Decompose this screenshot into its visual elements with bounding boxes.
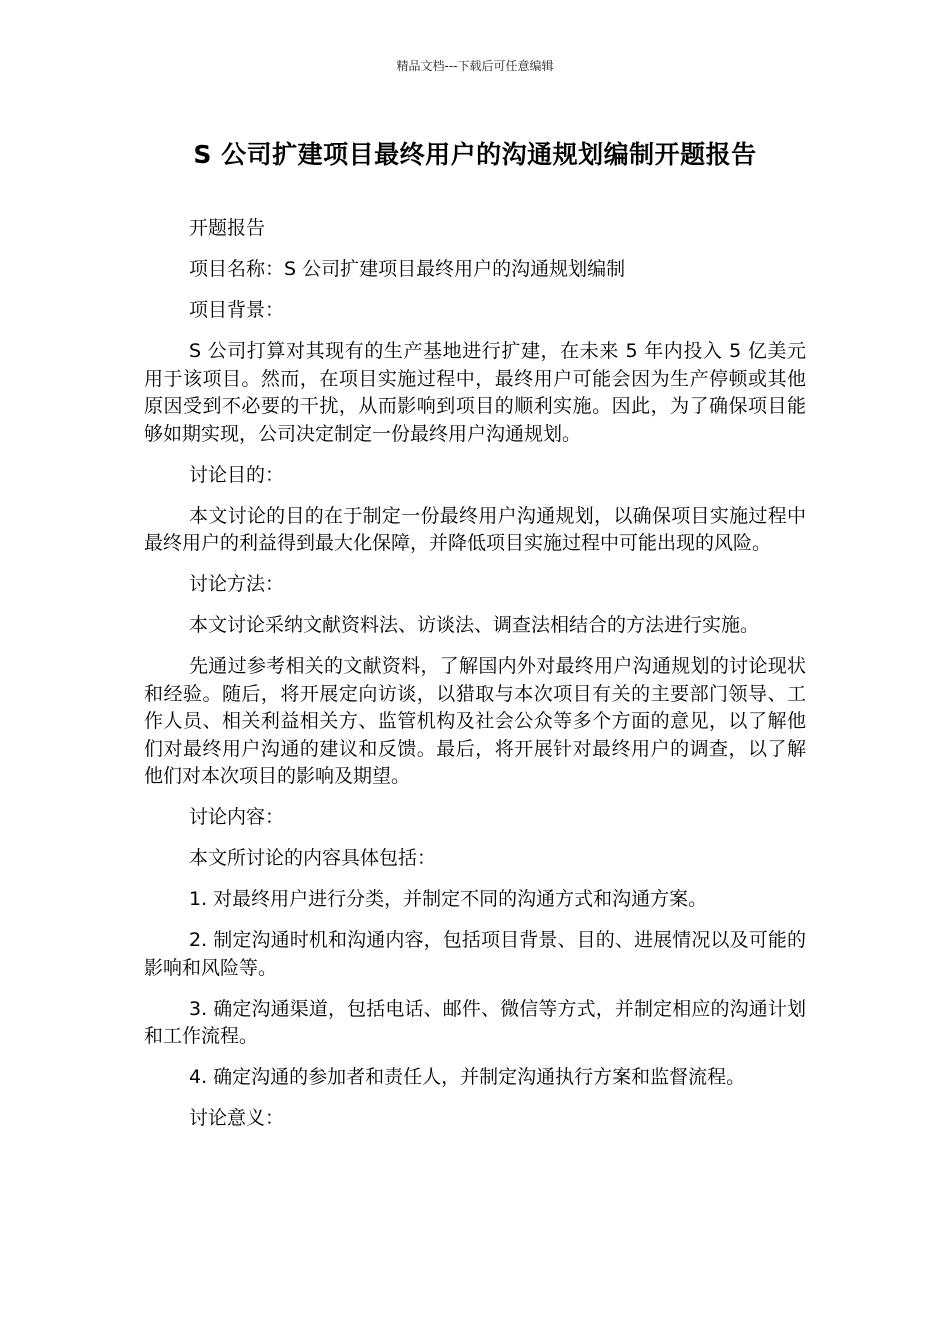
header-note: 精品文档---下载后可任意编辑: [396, 59, 554, 73]
document-body: [144, 215, 806, 1146]
heading-significance: 讨论意义：: [189, 1107, 285, 1129]
paragraph-method: 本文讨论采纳文献资料法、访谈法、调查法相结合的方法进行实施。: [189, 614, 760, 636]
list-item-2: 2. 制定沟通时机和沟通内容，包括项目背景、目的、进展情况以及可能的影响和风险等。: [144, 929, 806, 979]
document-title: S 公司扩建项目最终用户的沟通规划编制开题报告: [193, 140, 757, 169]
paragraph-project-name: 项目名称：S 公司扩建项目最终用户的沟通规划编制: [189, 258, 626, 280]
paragraph-purpose: 本文讨论的目的在于制定一份最终用户沟通规划，以确保项目实施过程中最终用户的利益得到最大化保障，并降低项目实施过程中可能出现的风险。: [144, 504, 806, 554]
heading-content: 讨论内容：: [189, 806, 285, 828]
list-item-4: 4. 确定沟通的参加者和责任人，并制定沟通执行方案和监督流程。: [189, 1066, 746, 1088]
paragraph-method-detail: 先通过参考相关的文献资料，了解国内外对最终用户沟通规划的讨论现状和经验。随后，将开展定向访谈，以猎取与本次项目有关的主要部门领导、工作人员、相关利益相关方、监管机构及社会公众等多个方面的意见，以了解他们对最终用户沟通的建议和反馈。最后，将开展针对最终用户的调查，以了解他们对本次项目的影响及期望。: [144, 655, 806, 787]
paragraph-content-intro: 本文所讨论的内容具体包括：: [189, 847, 437, 869]
heading-project-background: 项目背景：: [189, 299, 285, 321]
paragraph-background: S 公司打算对其现有的生产基地进行扩建，在未来 5 年内投入 5 亿美元用于该项目。然而，在项目实施过程中，最终用户可能会因为生产停顿或其他原因受到不必要的干扰，从而影响到项目的顺利实施。因此，为了确保项目能够如期实现，公司决定制定一份最终用户沟通规划。: [144, 340, 806, 445]
paragraph-report-label: 开题报告: [189, 217, 266, 239]
list-item-3: 3. 确定沟通渠道，包括电话、邮件、微信等方式，并制定相应的沟通计划和工作流程。: [144, 997, 806, 1047]
list-item-1: 1. 对最终用户进行分类，并制定不同的沟通方式和沟通方案。: [189, 888, 708, 910]
heading-purpose: 讨论目的：: [189, 463, 285, 486]
heading-method: 讨论方法：: [189, 573, 285, 595]
